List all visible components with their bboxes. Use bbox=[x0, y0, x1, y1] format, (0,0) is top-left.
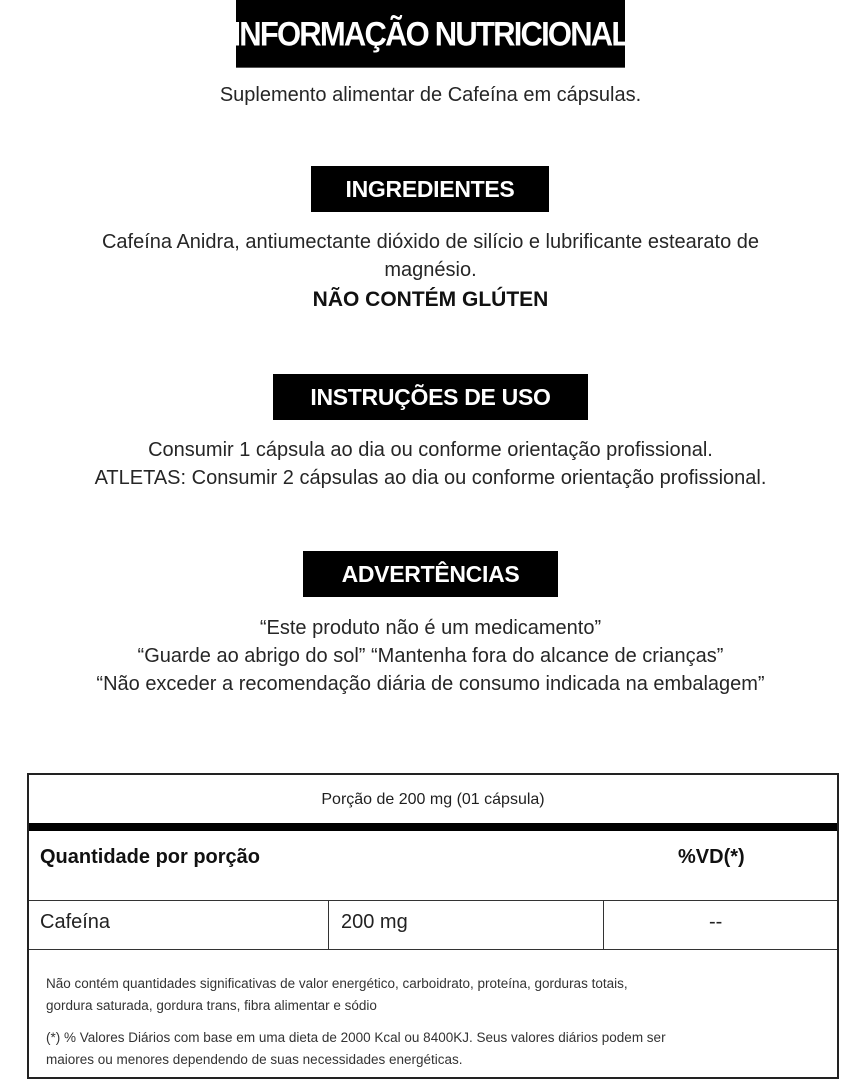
warnings-heading: ADVERTÊNCIAS bbox=[341, 560, 520, 587]
nutrition-table bbox=[27, 773, 839, 1079]
column-divider bbox=[603, 901, 604, 950]
footnote-line: (*) % Valores Diários com base em uma dieta de 2000 Kcal ou 8400KJ. Seus valores diários podem ser bbox=[46, 1030, 666, 1045]
nutrient-amount: 200 mg bbox=[341, 911, 408, 933]
daily-value-header: %VD(*) bbox=[678, 846, 745, 868]
nutrient-name: Cafeína bbox=[40, 911, 111, 933]
table-divider bbox=[29, 900, 837, 901]
ingredients-heading-banner bbox=[311, 166, 549, 212]
footnote-line: Não contém quantidades significativas de valor energético, carboidrato, proteína, gorduras totais, bbox=[46, 976, 628, 991]
footnote-not-significant bbox=[46, 973, 816, 1017]
nutrient-daily-value: -- bbox=[709, 911, 723, 933]
ingredients-text-line-1: Cafeína Anidra, antiumectante dióxido de silício e lubrificante estearato de bbox=[101, 231, 760, 253]
ingredients-text-line-2: magnésio. bbox=[384, 259, 477, 281]
warning-line-1: “Este produto não é um medicamento” bbox=[259, 617, 602, 639]
portion-size: Porção de 200 mg (01 cápsula) bbox=[321, 791, 545, 808]
usage-heading: INSTRUÇÕES DE USO bbox=[310, 383, 551, 410]
usage-heading-banner bbox=[273, 374, 588, 420]
quantity-per-portion-header: Quantidade por porção bbox=[40, 846, 261, 868]
gluten-free-statement: NÃO CONTÉM GLÚTEN bbox=[312, 288, 549, 311]
column-divider bbox=[328, 901, 329, 950]
table-thick-divider bbox=[29, 823, 837, 831]
footnote-line: maiores ou menores dependendo de suas necessidades energéticas. bbox=[46, 1052, 463, 1067]
ingredients-heading: INGREDIENTES bbox=[345, 175, 515, 202]
warning-line-2: “Guarde ao abrigo do sol” “Mantenha fora do alcance de crianças” bbox=[137, 645, 724, 667]
warnings-heading-banner bbox=[303, 551, 558, 597]
usage-text-line-1: Consumir 1 cápsula ao dia ou conforme orientação profissional. bbox=[148, 439, 713, 461]
nutrition-info-title: INFORMAÇÃO NUTRICIONAL bbox=[232, 13, 629, 53]
usage-text-line-2: ATLETAS: Consumir 2 cápsulas ao dia ou conforme orientação profissional. bbox=[94, 467, 767, 489]
warning-line-3: “Não exceder a recomendação diária de consumo indicada na embalagem” bbox=[96, 673, 765, 695]
product-description: Suplemento alimentar de Cafeína em cápsulas. bbox=[219, 84, 642, 106]
nutrition-info-title-banner bbox=[232, 0, 629, 68]
footnote-line: gordura saturada, gordura trans, fibra alimentar e sódio bbox=[46, 998, 377, 1013]
table-divider bbox=[29, 949, 837, 950]
footnote-daily-values bbox=[46, 1027, 816, 1071]
